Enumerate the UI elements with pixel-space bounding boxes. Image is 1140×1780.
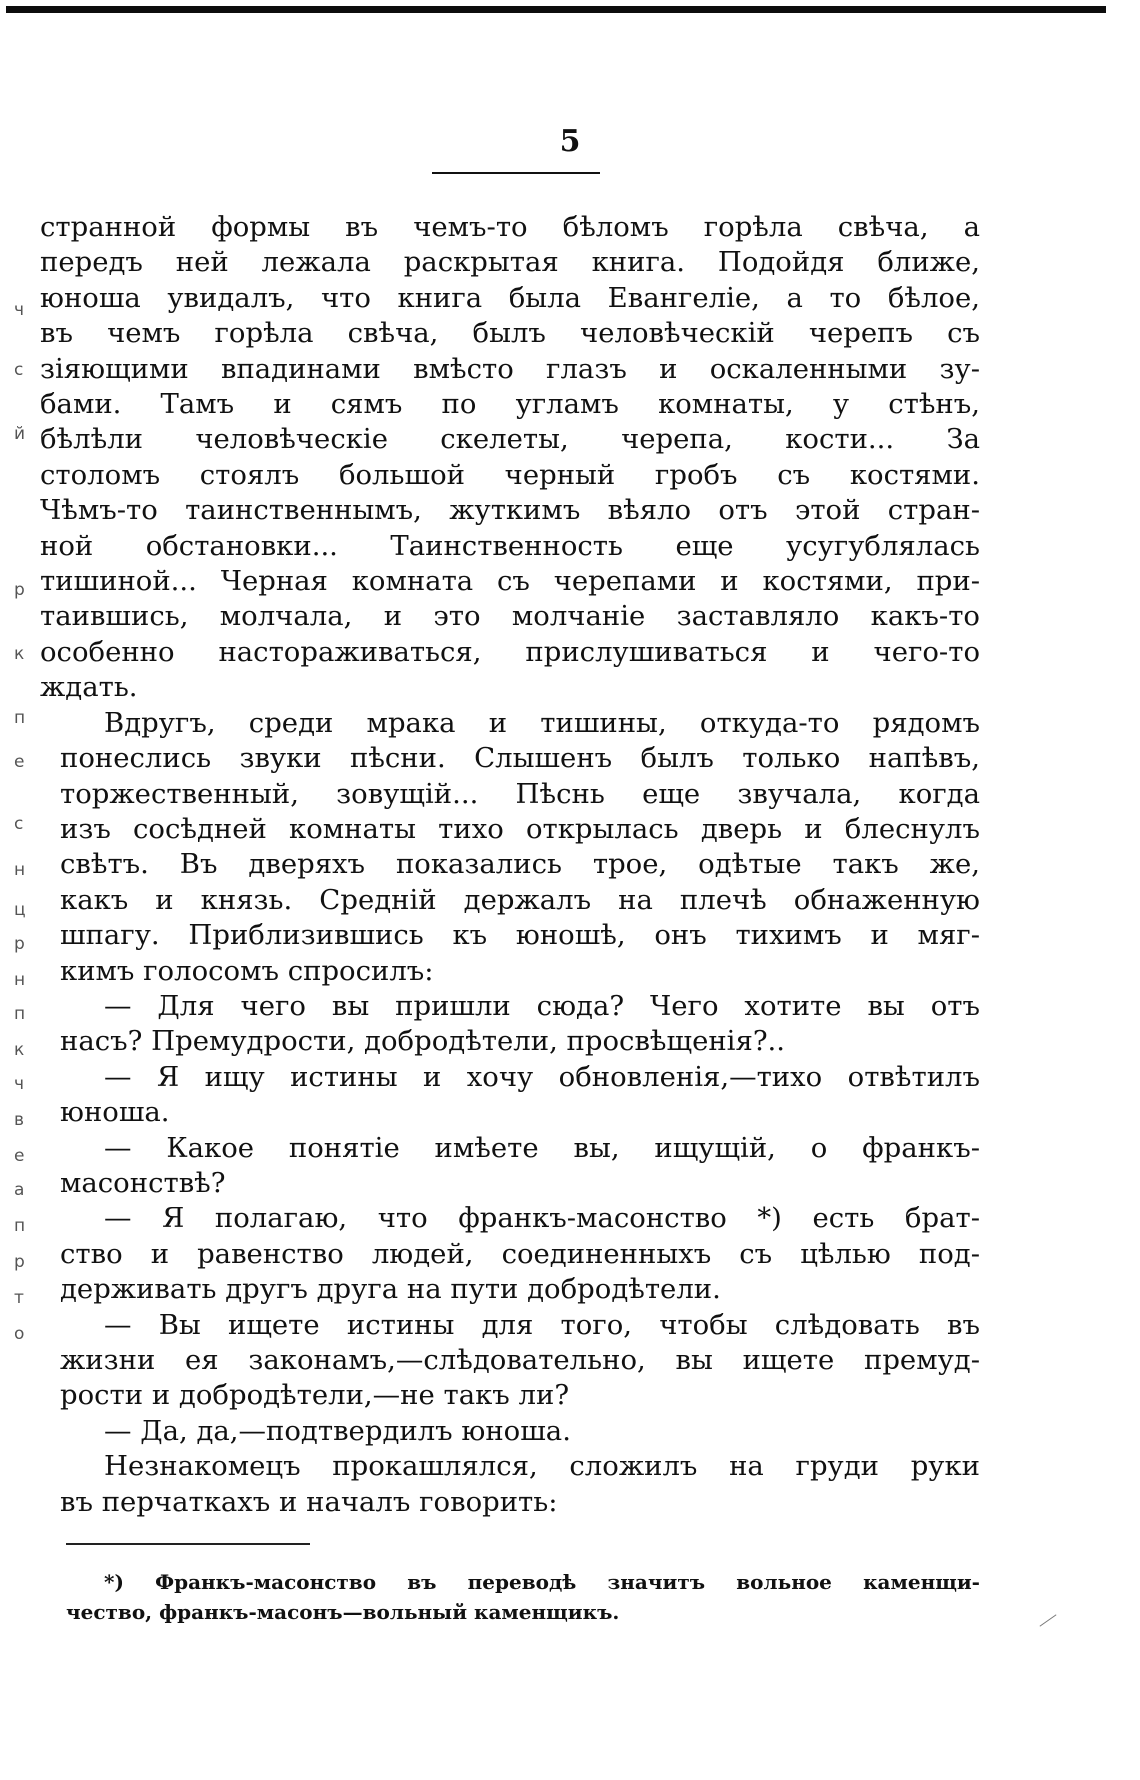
- text-line: рости и добродѣтели,—не такъ ли?: [60, 1379, 570, 1412]
- text-line: понеслись звуки пѣсни. Слышенъ былъ только напѣвъ,: [60, 742, 980, 775]
- margin-fragment: е: [14, 1146, 25, 1166]
- text-line: изъ сосѣдней комнаты тихо открылась дверь и блеснулъ: [60, 812, 980, 845]
- dialogue-line: — Вы ищете истины для того, чтобы слѣдовать въ: [104, 1308, 980, 1341]
- text-line: юноша увидалъ, что книга была Евангеліе, а то бѣлое,: [40, 281, 980, 314]
- body-text: [40, 210, 980, 1520]
- text-line: странной формы въ чемъ-то бѣломъ горѣла свѣча, а: [40, 211, 980, 243]
- margin-fragment: в: [14, 1110, 25, 1130]
- text-line: ство и равенство людей, соединенныхъ съ цѣлью под-: [60, 1237, 980, 1270]
- dialogue-line: — Я полагаю, что франкъ-масонство *) есть брат-: [104, 1202, 980, 1235]
- margin-fragment: р: [14, 580, 25, 600]
- text-line: въ чемъ горѣла свѣча, былъ человѣческій черепъ съ: [40, 317, 980, 350]
- text-line: юноша.: [60, 1096, 170, 1129]
- margin-fragment: ц: [14, 900, 26, 920]
- text-line: насъ? Премудрости, добродѣтели, просвѣщенія?..: [60, 1025, 786, 1058]
- margin-fragment: н: [14, 860, 26, 880]
- text-line: тишиной... Черная комната съ черепами и костями, при-: [40, 565, 980, 598]
- paragraph-start: Вдругъ, среди мрака и тишины, откуда-то рядомъ: [104, 706, 980, 739]
- margin-fragment: р: [14, 934, 25, 954]
- dialogue-line: — Какое понятіе имѣете вы, ищущій, о франкъ-: [104, 1131, 980, 1164]
- margin-fragment: п: [14, 708, 26, 728]
- text-line: держивать другъ друга на пути добродѣтели.: [60, 1273, 721, 1306]
- margin-fragment: с: [14, 814, 24, 834]
- bleed-through-margin: [2, 300, 42, 1640]
- page-number: 5: [559, 124, 581, 159]
- page-number-underline: [432, 172, 600, 174]
- margin-fragment: п: [14, 1004, 26, 1024]
- paragraph-start: Незнакомецъ прокашлялся, сложилъ на груди руки: [104, 1450, 980, 1483]
- text-line: столомъ стоялъ большой черный гробъ съ костями.: [40, 458, 980, 491]
- text-line: ждать.: [40, 671, 138, 704]
- text-line: какъ и князь. Средній держалъ на плечѣ обнаженную: [60, 883, 980, 916]
- footnote-line: *) Франкъ-масонство въ переводѣ значитъ вольное каменщи-: [104, 1570, 980, 1594]
- dialogue-line: — Для чего вы пришли сюда? Чего хотите вы отъ: [104, 989, 980, 1022]
- text-line: кимъ голосомъ спросилъ:: [60, 954, 434, 987]
- text-line: свѣтъ. Въ дверяхъ показались трое, одѣтые такъ же,: [60, 848, 980, 881]
- margin-fragment: к: [14, 644, 25, 664]
- dialogue-line: — Да, да,—подтвердилъ юноша.: [104, 1414, 571, 1447]
- footnote-line: чество, франкъ-масонъ—вольный каменщикъ.: [66, 1600, 620, 1624]
- text-line: бами. Тамъ и сямъ по угламъ комнаты, у стѣнъ,: [40, 388, 980, 421]
- text-line: таившись, молчала, и это молчаніе заставляло какъ-то: [40, 600, 980, 633]
- text-line: масонствѣ?: [60, 1166, 226, 1199]
- text-line: бѣлѣли человѣческіе скелеты, черепа, кости... За: [40, 423, 980, 456]
- text-line: зіяющими впадинами вмѣсто глазъ и оскаленными зу-: [40, 352, 980, 385]
- margin-fragment: с: [14, 360, 24, 380]
- margin-fragment: о: [14, 1324, 25, 1344]
- text-line: Чѣмъ-то таинственнымъ, жуткимъ вѣяло отъ этой стран-: [40, 494, 980, 527]
- text-line: жизни ея законамъ,—слѣдовательно, вы ищете премуд-: [60, 1344, 980, 1376]
- text-line: передъ ней лежала раскрытая книга. Подойдя ближе,: [40, 246, 980, 279]
- margin-fragment: т: [14, 1288, 24, 1308]
- margin-fragment: е: [14, 752, 25, 772]
- text-line: въ перчаткахъ и началъ говорить:: [60, 1485, 558, 1518]
- margin-fragment: ч: [14, 300, 25, 320]
- margin-fragment: р: [14, 1252, 25, 1272]
- margin-fragment: ч: [14, 1074, 25, 1094]
- dialogue-line: — Я ищу истины и хочу обновленія,—тихо отвѣтилъ: [104, 1060, 980, 1093]
- text-line: ной обстановки... Таинственность еще усугублялась: [40, 529, 980, 562]
- text-line: особенно настораживаться, прислушиваться и чего-то: [40, 635, 980, 668]
- footnote: [66, 1567, 980, 1627]
- margin-fragment: п: [14, 1216, 26, 1236]
- stray-mark: [1040, 1614, 1057, 1626]
- text-line: шпагу. Приблизившись къ юношѣ, онъ тихимъ и мяг-: [60, 919, 980, 952]
- footnote-rule: [66, 1543, 310, 1545]
- margin-fragment: а: [14, 1180, 25, 1200]
- top-border-rule: [6, 6, 1106, 13]
- margin-fragment: н: [14, 970, 26, 990]
- text-line: торжественный, зовущій... Пѣснь еще звучала, когда: [60, 777, 980, 810]
- margin-fragment: к: [14, 1040, 25, 1060]
- margin-fragment: й: [14, 424, 26, 444]
